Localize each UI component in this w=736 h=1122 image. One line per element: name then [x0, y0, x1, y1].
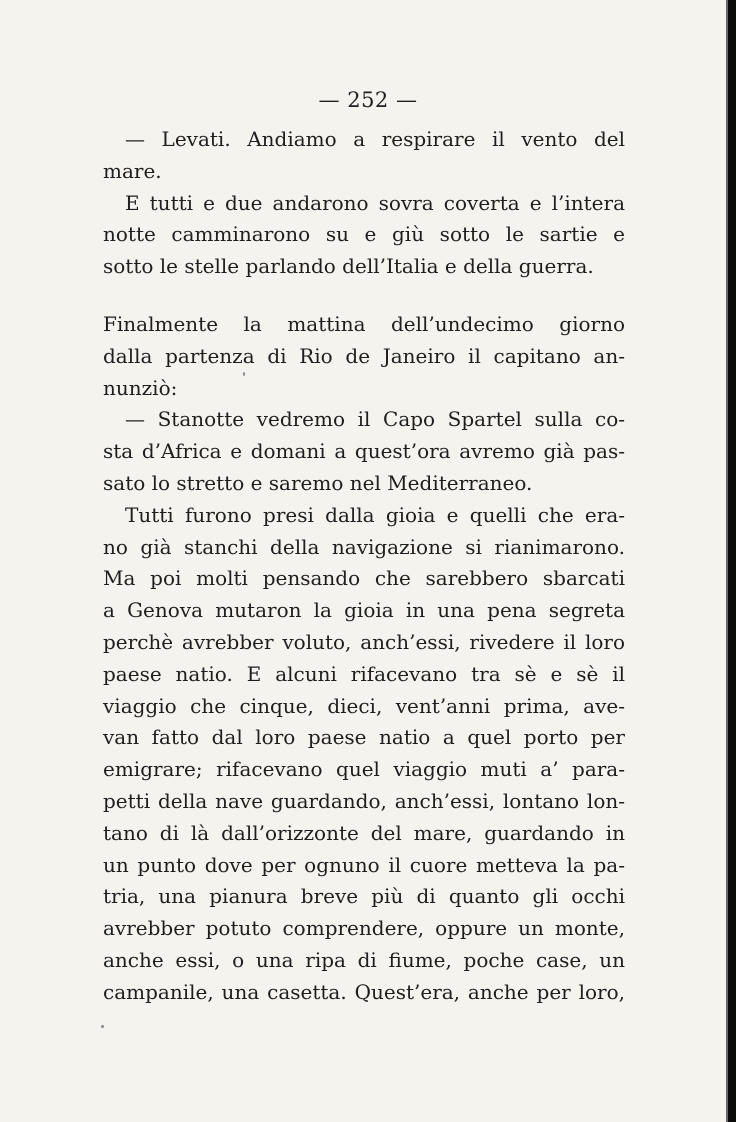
page-edge	[728, 0, 736, 1122]
text-line: campanile, una casetta. Quest’era, anche per loro,	[103, 979, 625, 1004]
text-line: sta d’Africa e domani a quest’ora avremo già pas-	[103, 439, 625, 464]
text-line: tria, una pianura breve più di quanto gli occhi	[103, 884, 625, 909]
text-line: nunziò:	[103, 375, 178, 400]
text-line: sato lo stretto e saremo nel Mediterraneo.	[103, 470, 533, 495]
text-line: Finalmente la mattina dell’undecimo giorno	[103, 311, 625, 336]
page-edge-shadow	[726, 0, 728, 1122]
paper-speck	[243, 372, 245, 376]
text-line: emigrare; rifacevano quel viaggio muti a’ para-	[103, 757, 625, 782]
text-line: dalla partenza di Rio de Janeiro il capitano an-	[103, 343, 625, 368]
text-line: tano di là dall’orizzonte del mare, guardando in	[103, 820, 625, 845]
paper-speck	[101, 1025, 104, 1028]
text-line: — Levati. Andiamo a respirare il vento del	[125, 127, 625, 151]
text-line: anche essi, o una ripa di fiume, poche case, un	[103, 947, 625, 972]
text-line: un punto dove per ognuno il cuore metteva la pa-	[103, 852, 625, 877]
text-line: no già stanchi della navigazione si rianimarono.	[103, 534, 625, 559]
text-line: a Genova mutaron la gioia in una pena segreta	[103, 598, 625, 623]
text-line: E tutti e due andarono sovra coverta e l’intera	[125, 190, 625, 215]
text-line: viaggio che cinque, dieci, vent’anni prima, ave-	[103, 693, 625, 718]
text-line: petti della nave guardando, anch’essi, lontano lon-	[103, 788, 625, 813]
text-line: sotto le stelle parlando dell’Italia e della guerra.	[103, 254, 594, 279]
text-line: paese natio. E alcuni rifacevano tra sè e sè il	[103, 661, 625, 686]
text-line: van fatto dal loro paese natio a quel porto per	[103, 725, 625, 750]
text-line: — Stanotte vedremo il Capo Spartel sulla co-	[125, 407, 625, 432]
text-line: notte camminarono su e giù sotto le sartie e	[103, 222, 625, 247]
text-line: avrebber potuto comprendere, oppure un monte,	[103, 916, 625, 941]
page-number: — 252 —	[318, 88, 418, 112]
paragraph-gap	[103, 283, 625, 309]
text-line: mare.	[103, 158, 162, 183]
text-line: perchè avrebber voluto, anch’essi, rivedere il loro	[103, 629, 625, 654]
text-line: Ma poi molti pensando che sarebbero sbarcati	[103, 566, 625, 591]
body-text	[103, 124, 625, 1009]
text-line: Tutti furono presi dalla gioia e quelli che era-	[125, 502, 625, 527]
